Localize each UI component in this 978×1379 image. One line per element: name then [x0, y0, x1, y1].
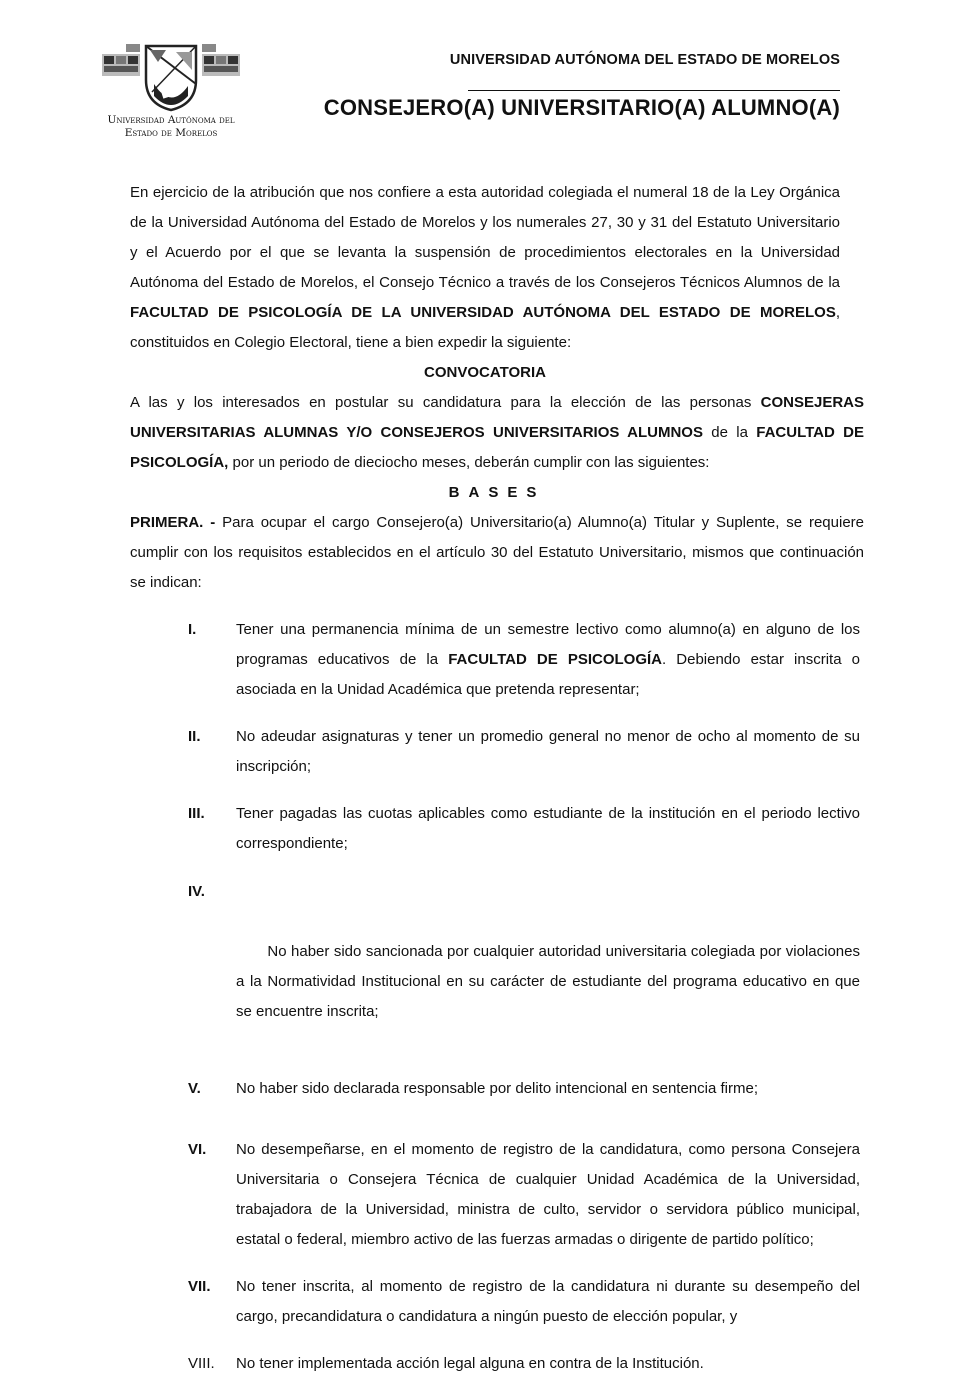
convocatoria-paragraph: [130, 388, 864, 478]
logo-text-line1: Universidad Autónoma del: [107, 114, 235, 126]
requirement-number: I.: [188, 621, 197, 638]
requirement-text: No tener implementada acción legal alguna en contra de la Institución.: [236, 1355, 704, 1372]
convocatoria-text-3: por un periodo de dieciocho meses, deberán cumplir con las siguientes:: [228, 454, 710, 471]
requirements-list: [188, 615, 865, 1379]
convocatoria-text-2: de la: [702, 424, 757, 441]
requirement-text: Tener una permanencia mínima de un semestre lectivo como alumno(a) en alguno de los programas educativos de la: [236, 621, 860, 668]
requirement-number: II.: [188, 728, 201, 745]
requirement-item: [188, 1272, 860, 1332]
requirement-number: IV.: [188, 883, 205, 900]
university-logo: [94, 40, 248, 140]
requirement-number: VIII.: [188, 1355, 215, 1372]
intro-paragraph: [130, 178, 840, 358]
university-name: UNIVERSIDAD AUTÓNOMA DEL ESTADO DE MORELOS: [449, 52, 840, 68]
requirement-faculty: FACULTAD DE PSICOLOGÍA: [448, 651, 662, 668]
document-body: [130, 178, 865, 598]
primera-label: PRIMERA. -: [130, 514, 216, 531]
requirement-text: No haber sido declarada responsable por delito intencional en sentencia firme;: [236, 1080, 758, 1097]
intro-text-end: , constituidos en Colegio Electoral, tiene a bien expedir la siguiente:: [130, 304, 840, 351]
requirement-number: V.: [188, 1080, 201, 1097]
page-title: CONSEJERO(A) UNIVERSITARIO(A) ALUMNO(A): [323, 95, 840, 120]
primera-paragraph: [130, 508, 864, 598]
requirement-item: [188, 1074, 860, 1104]
convocatoria-positions: CONSEJERAS UNIVERSITARIAS ALUMNAS Y/O CONSEJEROS UNIVERSITARIOS ALUMNOS: [130, 394, 864, 441]
intro-text: En ejercicio de la atribución que nos confiere a esta autoridad colegiada el numeral 18 de la Ley Orgánica de la Universidad Autónoma del Estado de Morelos y los numerales 27, 30 y 31 del Estatuto Universitario y el Acuerdo por el que se levanta la suspensión de procedimientos electorales en la Universidad Autónoma del Estado de Morelos, el Consejo Técnico a través de los Consejeros Técnicos Alumnos de la: [130, 184, 840, 291]
requirement-item: [188, 1349, 860, 1379]
requirement-item: [188, 722, 860, 782]
requirement-text: No tener inscrita, al momento de registro de la candidatura ni durante su desempeño del cargo, precandidatura o candidatura a ningún puesto de elección popular, y: [236, 1278, 860, 1325]
convocatoria-faculty: FACULTAD DE PSICOLOGÍA,: [130, 424, 864, 471]
header-university: [450, 52, 840, 91]
logo-text-line2: Estado de Morelos: [124, 127, 218, 139]
requirement-item: [188, 1135, 860, 1255]
convocatoria-heading: CONVOCATORIA: [424, 364, 546, 381]
bases-heading: BASES: [448, 484, 546, 501]
requirement-item: [188, 799, 860, 859]
university-crest-icon: [96, 40, 246, 112]
requirement-number: VI.: [188, 1141, 207, 1158]
requirement-number: III.: [188, 805, 205, 822]
requirement-text: No desempeñarse, en el momento de registro de la candidatura, como persona Consejera Universitaria o Consejera Técnica de cualquier Unidad Académica de la Universidad, trabajadora de la Universidad, ministra de culto, servidor o servidora público municipal, estatal o federal, miembro activo de las fuerzas armadas o dirigente de partido político;: [236, 1141, 860, 1248]
convocatoria-text: A las y los interesados en postular su candidatura para la elección de las personas: [130, 394, 761, 411]
intro-faculty-name: FACULTAD DE PSICOLOGÍA DE LA UNIVERSIDAD AUTÓNOMA DEL ESTADO DE MORELOS: [130, 304, 836, 321]
requirement-text: No haber sido sancionada por cualquier autoridad universitaria colegiada por violaciones a la Normatividad Institucional en su carácter de estudiante del programa educativo en que se encuentre inscrita;: [236, 943, 865, 1020]
primera-text: Para ocupar el cargo Consejero(a) Universitario(a) Alumno(a) Titular y Suplente, se requiere cumplir con los requisitos establecidos en el artículo 30 del Estatuto Universitario, mismos que continuación se indican:: [130, 514, 865, 591]
header-rule: [468, 90, 840, 91]
requirement-number: VII.: [188, 1278, 211, 1295]
requirement-text: No adeudar asignaturas y tener un promedio general no menor de ocho al momento de su inscripción;: [236, 728, 860, 775]
requirement-item: [188, 615, 860, 705]
requirement-item: [188, 877, 865, 1057]
requirement-text: Tener pagadas las cuotas aplicables como estudiante de la institución en el periodo lectivo correspondiente;: [236, 805, 860, 852]
requirement-text-end: . Debiendo estar inscrita o asociada en la Unidad Académica que pretenda representar;: [236, 651, 860, 698]
